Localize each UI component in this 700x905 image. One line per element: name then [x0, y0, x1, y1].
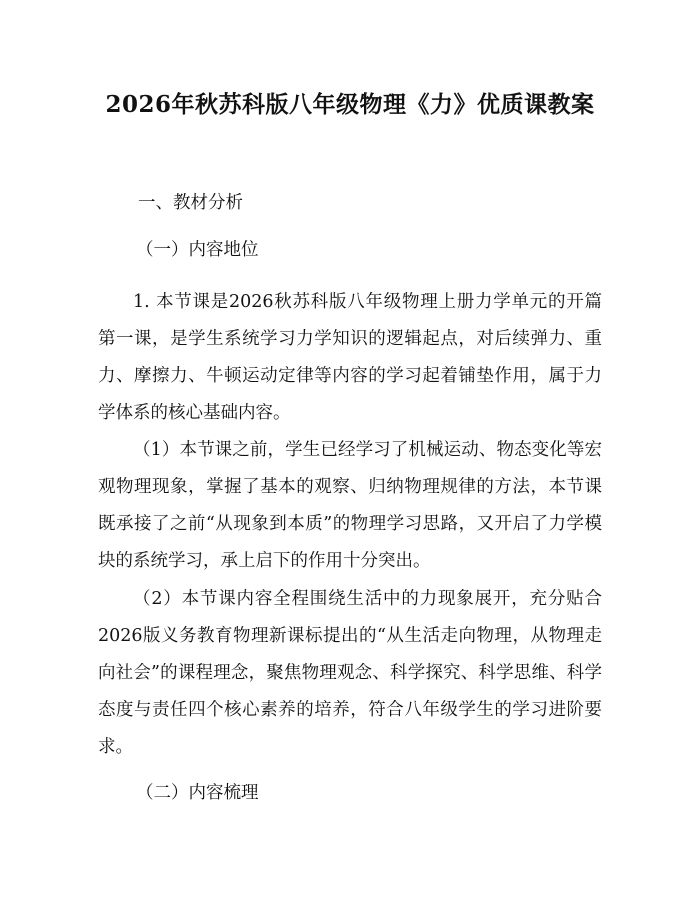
paragraph-content-position-1: 1. 本节课是2026秋苏科版八年级物理上册力学单元的开篇第一课，是学生系统学习力学知识的逻辑起点，对后续弹力、重力、摩擦力、牛顿运动定律等内容的学习起着铺垫作用，属于力学体系的核心基础内容。	[98, 292, 602, 423]
document-title: 2026年秋苏科版八年级物理《力》优质课教案	[105, 91, 595, 118]
subsection-heading-content-outline: （二）内容梳理	[136, 783, 259, 803]
paragraph-content-position-2: （1）本节课之前，学生已经学习了机械运动、物态变化等宏观物理现象，掌握了基本的观察、归纳物理规律的方法，本节课既承接了之前“从现象到本质”的物理学习思路，又开启了力学模块的系统学习，承上启下的作用十分突出。	[98, 440, 602, 571]
paragraph-content-position-3: （2）本节课内容全程围绕生活中的力现象展开，充分贴合2026版义务教育物理新课标提出的“从生活走向物理，从物理走向社会”的课程理念，聚焦物理观念、科学探究、科学思维、科学态度与责任四个核心素养的培养，符合八年级学生的学习进阶要求。	[98, 589, 602, 757]
subsection-heading-content-position: （一）内容地位	[136, 240, 259, 260]
section-heading-teaching-material-analysis: 一、教材分析	[138, 193, 243, 213]
